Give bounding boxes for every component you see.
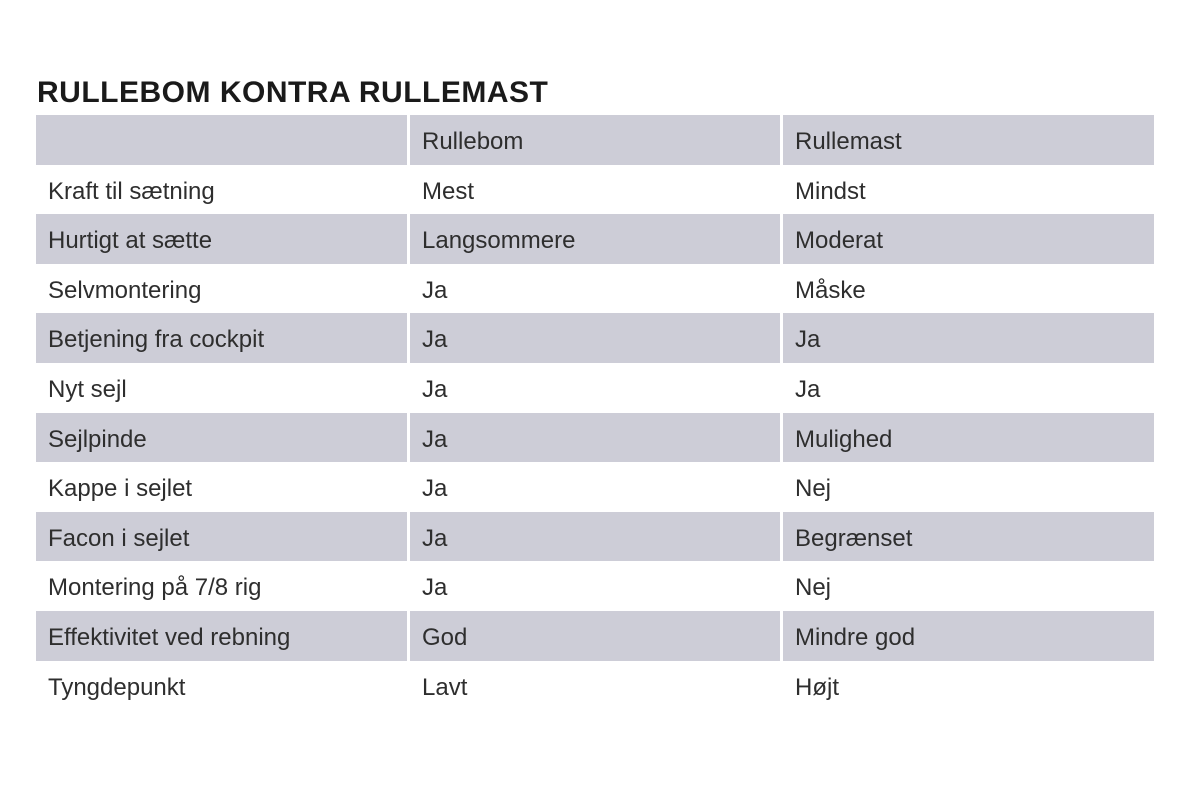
rullebom-cell: Ja	[422, 475, 448, 503]
feature-cell: Montering på 7/8 rig	[48, 574, 262, 602]
comparison-table	[36, 115, 1154, 710]
rullemast-cell: Ja	[783, 313, 1154, 363]
feature-cell: Facon i sejlet	[36, 512, 407, 562]
rullemast-cell: Højt	[795, 673, 839, 701]
table-row	[36, 661, 1154, 711]
table-row	[36, 165, 1154, 215]
table-row	[36, 363, 1154, 413]
header-cell-rullemast: Rullemast	[783, 115, 1154, 165]
header-cell-rullebom: Rullebom	[410, 115, 780, 165]
rullemast-cell: Begrænset	[783, 512, 1154, 562]
table-row	[36, 561, 1154, 611]
feature-cell: Effektivitet ved rebning	[36, 611, 407, 661]
rullebom-cell: Langsommere	[410, 214, 780, 264]
table-row	[36, 264, 1154, 314]
feature-cell: Sejlpinde	[36, 413, 407, 463]
feature-cell: Nyt sejl	[48, 375, 127, 403]
table-header-row	[36, 115, 1154, 165]
rullebom-cell: Ja	[422, 375, 448, 403]
rullemast-cell: Moderat	[783, 214, 1154, 264]
rullemast-cell: Mindst	[795, 177, 866, 205]
rullebom-cell: God	[410, 611, 780, 661]
feature-cell: Tyngdepunkt	[48, 673, 186, 701]
rullemast-cell: Nej	[795, 475, 832, 503]
header-cell-feature	[36, 115, 407, 165]
table-row	[36, 214, 1154, 264]
table-row	[36, 462, 1154, 512]
rullebom-cell: Mest	[422, 177, 475, 205]
rullebom-cell: Ja	[422, 574, 448, 602]
table-row	[36, 512, 1154, 562]
rullemast-cell: Måske	[795, 276, 866, 304]
rullebom-cell: Ja	[422, 276, 448, 304]
rullemast-cell: Mulighed	[783, 413, 1154, 463]
feature-cell: Kappe i sejlet	[48, 475, 193, 503]
rullebom-cell: Ja	[410, 512, 780, 562]
rullebom-cell: Lavt	[422, 673, 468, 701]
feature-cell: Betjening fra cockpit	[36, 313, 407, 363]
rullemast-cell: Nej	[795, 574, 832, 602]
rullebom-cell: Ja	[410, 413, 780, 463]
feature-cell: Hurtigt at sætte	[36, 214, 407, 264]
table-row	[36, 413, 1154, 463]
feature-cell: Selvmontering	[48, 276, 202, 304]
table-row	[36, 611, 1154, 661]
page-title: RULLEBOM KONTRA RULLEMAST	[37, 76, 549, 109]
rullebom-cell: Ja	[410, 313, 780, 363]
rullemast-cell: Ja	[795, 375, 821, 403]
table-row	[36, 313, 1154, 363]
rullemast-cell: Mindre god	[783, 611, 1154, 661]
feature-cell: Kraft til sætning	[48, 177, 215, 205]
